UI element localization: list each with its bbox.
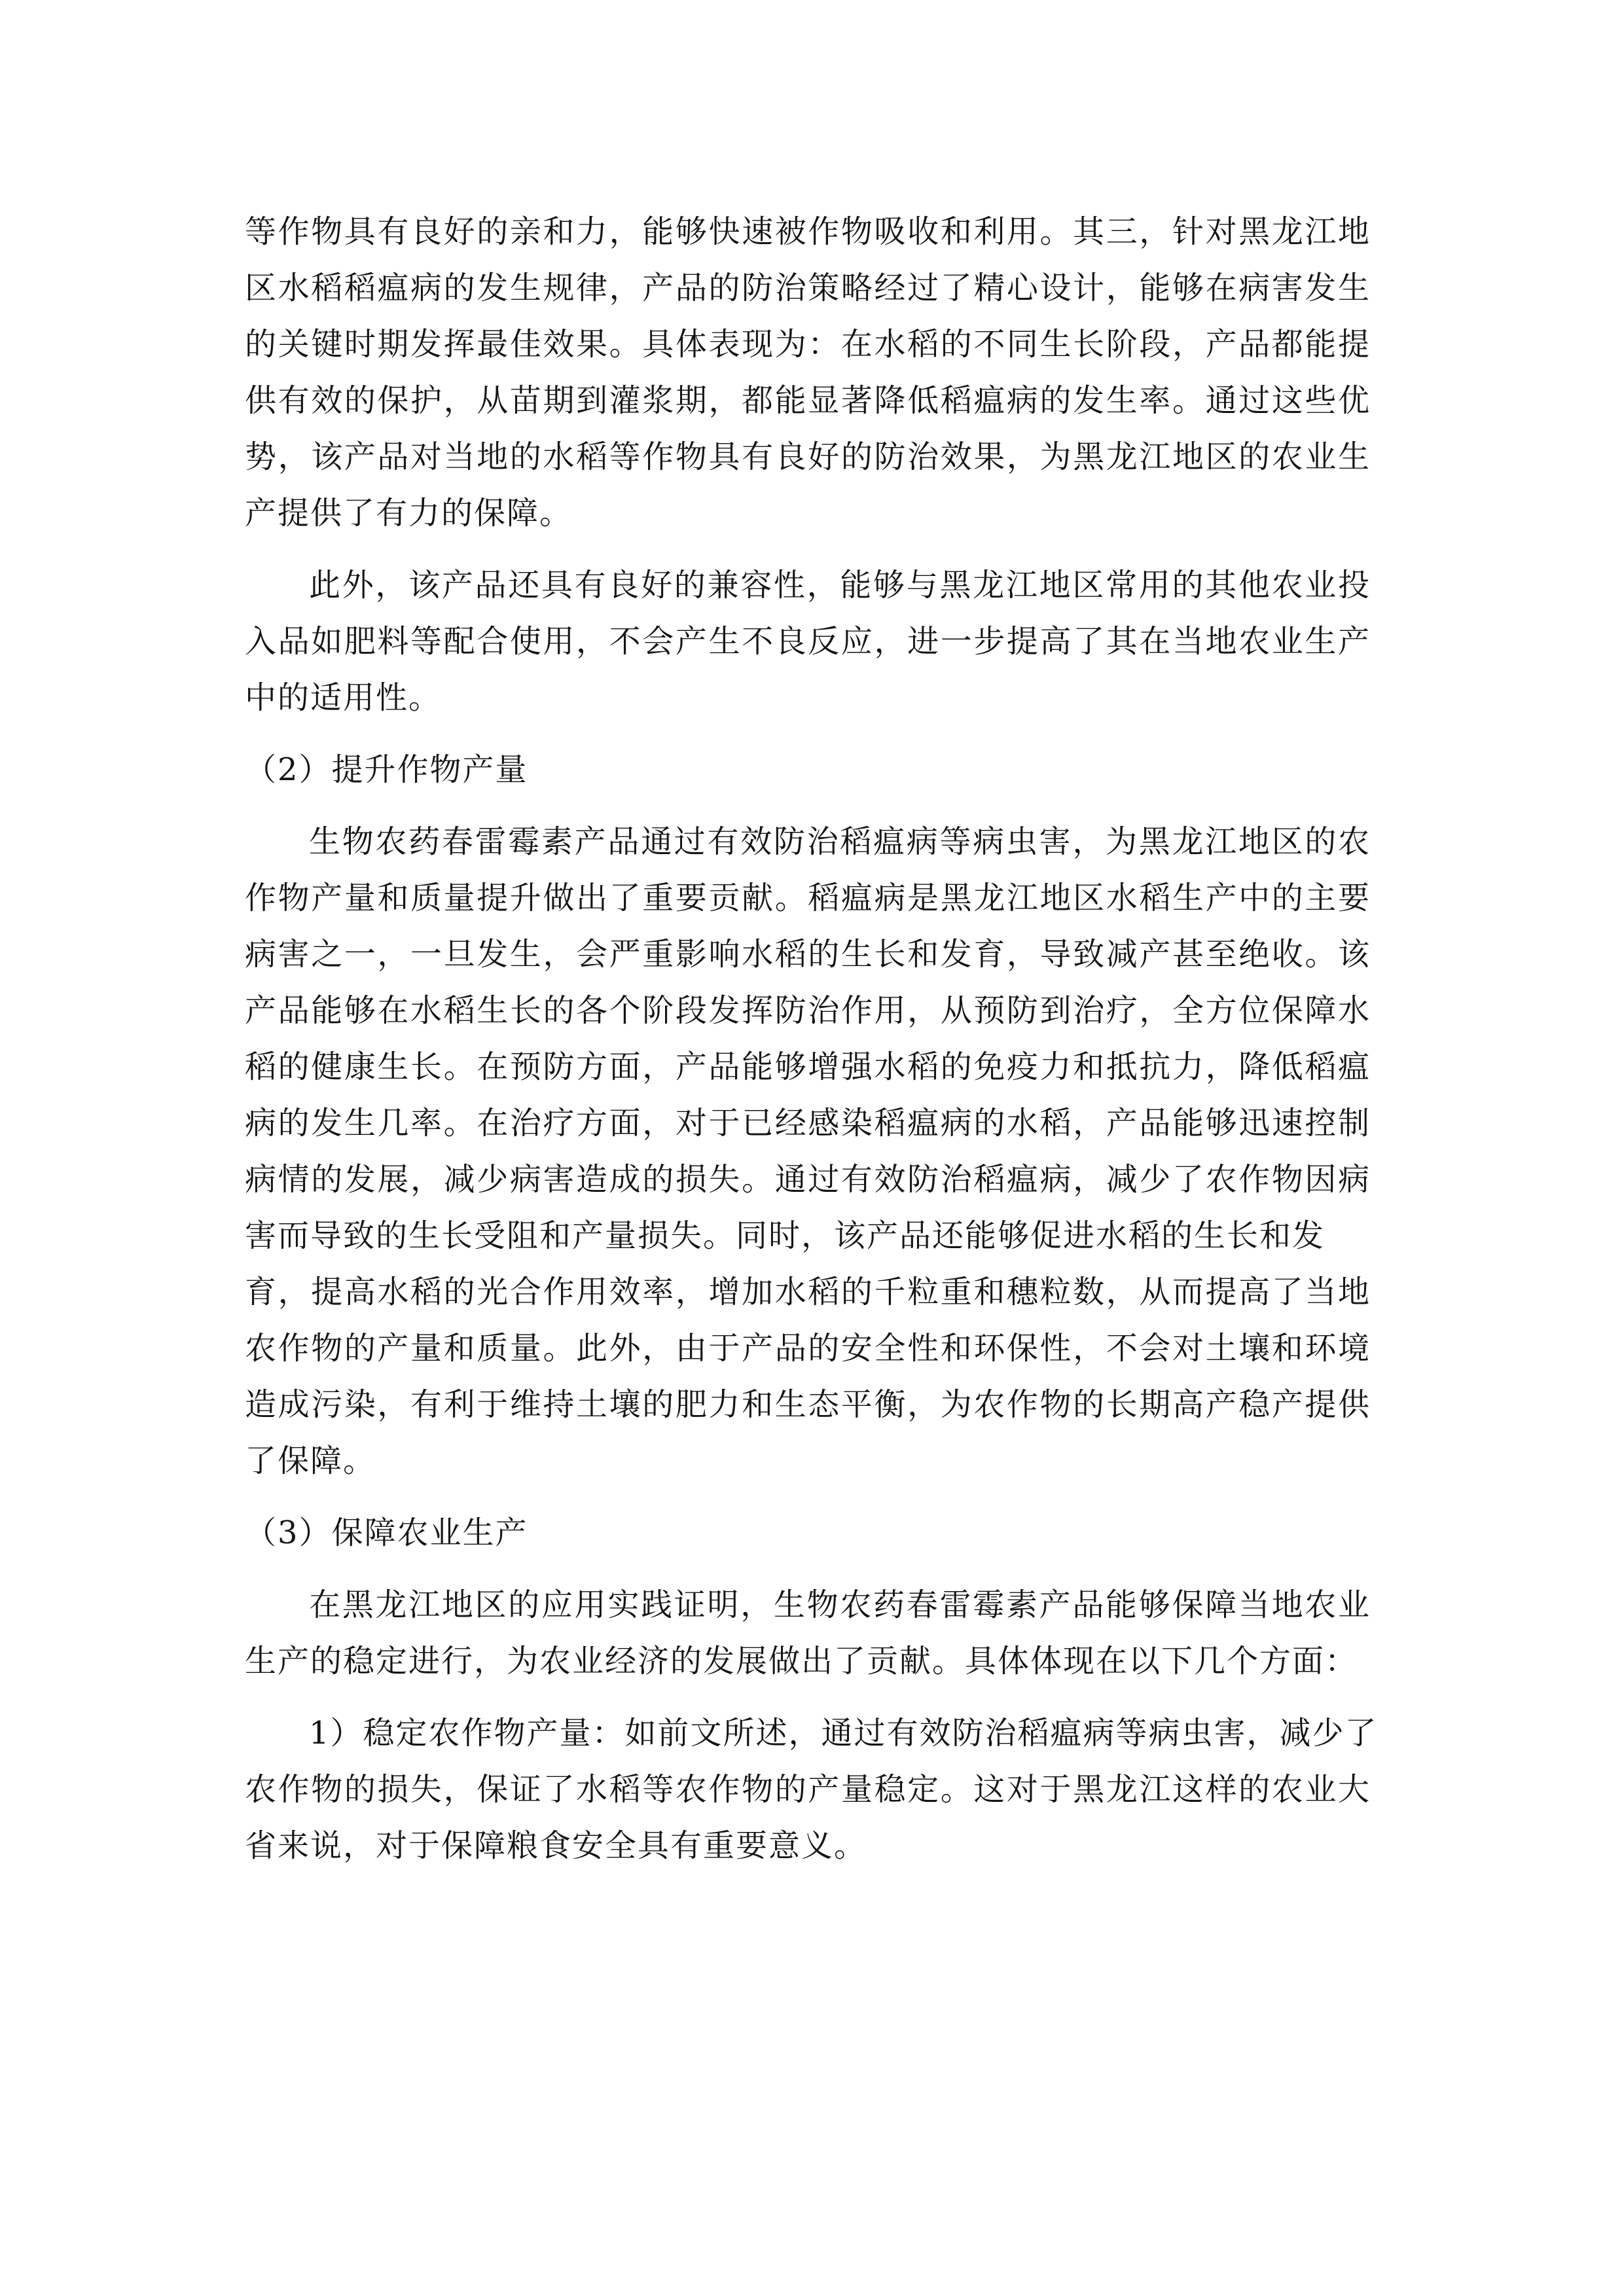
paragraph-2-line-3: 中的适用性。 [245,679,442,716]
paragraph-1-line-4: 供有效的保护，从苗期到灌浆期，都能显著降低稻瘟病的发生率。通过这些优 [245,382,1371,419]
paragraph-5-line-1: 1）稳定农作物产量：如前文所述，通过有效防治稻瘟病等病虫害，减少了 [309,1715,1378,1751]
paragraph-2-line-2: 入品如肥料等配合使用，不会产生不良反应，进一步提高了其在当地农业生产 [245,623,1371,660]
paragraph-3-line-5: 稻的健康生长。在预防方面，产品能够增强水稻的免疫力和抵抗力，降低稻瘟 [245,1049,1371,1085]
paragraph-3-line-4: 产品能够在水稻生长的各个阶段发挥防治作用，从预防到治疗，全方位保障水 [245,992,1371,1029]
paragraph-3-line-11: 造成污染，有利于维持土壤的肥力和生态平衡，为农作物的长期高产稳产提供 [245,1386,1371,1423]
section-heading-2: （2）提升作物产量 [245,751,528,788]
paragraph-3-line-3: 病害之一，一旦发生，会严重影响水稻的生长和发育，导致减产甚至绝收。该 [245,936,1371,973]
paragraph-5-line-2: 农作物的损失，保证了水稻等农作物的产量稳定。这对于黑龙江这样的农业大 [245,1771,1371,1808]
paragraph-1-line-2: 区水稻稻瘟病的发生规律，产品的防治策略经过了精心设计，能够在病害发生 [245,270,1371,306]
paragraph-4-line-2: 生产的稳定进行，为农业经济的发展做出了贡献。具体体现在以下几个方面： [245,1643,1358,1679]
paragraph-1-line-5: 势，该产品对当地的水稻等作物具有良好的防治效果，为黑龙江地区的农业生 [245,439,1371,475]
paragraph-3-line-1: 生物农药春雷霉素产品通过有效防治稻瘟病等病虫害，为黑龙江地区的农 [309,823,1371,860]
section-heading-3: （3）保障农业生产 [245,1515,528,1551]
paragraph-1-line-6: 产提供了有力的保障。 [245,495,573,531]
paragraph-3-line-7: 病情的发展，减少病害造成的损失。通过有效防治稻瘟病，减少了农作物因病 [245,1161,1371,1198]
paragraph-1-line-1: 等作物具有良好的亲和力，能够快速被作物吸收和利用。其三，针对黑龙江地 [245,213,1371,250]
paragraph-5-line-3: 省来说，对于保障粮食安全具有重要意义。 [245,1827,867,1864]
paragraph-2-line-1: 此外，该产品还具有良好的兼容性，能够与黑龙江地区常用的其他农业投 [309,567,1371,603]
paragraph-3-line-9: 育，提高水稻的光合作用效率，增加水稻的千粒重和穗粒数，从而提高了当地 [245,1274,1371,1310]
paragraph-4-line-1: 在黑龙江地区的应用实践证明，生物农药春雷霉素产品能够保障当地农业 [309,1587,1371,1623]
paragraph-3-line-2: 作物产量和质量提升做出了重要贡献。稻瘟病是黑龙江地区水稻生产中的主要 [245,880,1371,916]
paragraph-3-line-10: 农作物的产量和质量。此外，由于产品的安全性和环保性，不会对土壤和环境 [245,1330,1371,1367]
paragraph-3-line-8: 害而导致的生长受阻和产量损失。同时，该产品还能够促进水稻的生长和发 [245,1217,1326,1254]
paragraph-1-line-3: 的关键时期发挥最佳效果。具体表现为：在水稻的不同生长阶段，产品都能提 [245,326,1371,363]
paragraph-3-line-12: 了保障。 [245,1443,376,1479]
paragraph-3-line-6: 病的发生几率。在治疗方面，对于已经感染稻瘟病的水稻，产品能够迅速控制 [245,1105,1371,1141]
